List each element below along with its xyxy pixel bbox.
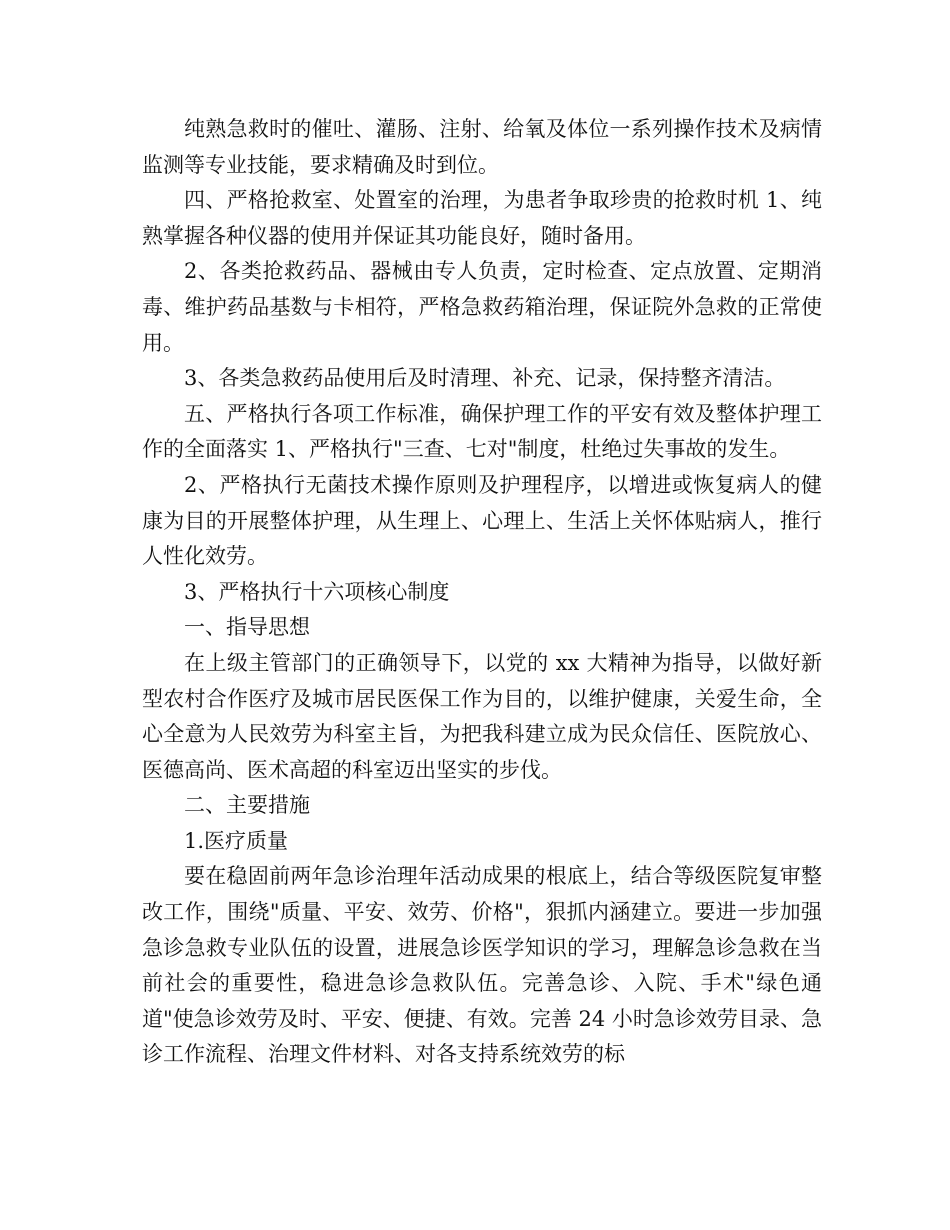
heading-medical-quality: 1.医疗质量 [184,828,289,853]
paragraph-drug-restock: 3、各类急救药品使用后及时清理、补充、记录，保持整齐清洁。 [184,366,786,391]
paragraph-guiding-ideology: 在上级主管部门的正确领导下，以党的 xx 大精神为指导，以做好新型农村合作医疗及城市居民医保工作为目的，以维护健康，关爱生命，全心全意为人民效劳为科室主旨，为把我科建立成为民众信任、医院放心、医德高尚、医术高超的科室迈出坚实的步伐。 [142,650,822,782]
paragraph-section-4: 四、严格抢救室、处置室的治理，为患者争取珍贵的抢救时机 1、纯熟掌握各种仪器的使用并保证其功能良好，随时备用。 [142,188,822,248]
paragraph-skills: 纯熟急救时的催吐、灌肠、注射、给氧及体位一系列操作技术及病情监测等专业技能，要求精确及时到位。 [142,117,822,177]
paragraph-section-5: 五、严格执行各项工作标准，确保护理工作的平安有效及整体护理工作的全面落实 1、严格执行"三查、七对"制度，杜绝过失事故的发生。 [142,401,822,462]
paragraph-drugs-equipment: 2、各类抢救药品、器械由专人负责，定时检查、定点放置、定期消毒、维护药品基数与卡相符，严格急救药箱治理，保证院外急救的正常使用。 [142,259,822,355]
heading-main-measures: 二、主要措施 [184,793,310,818]
heading-guiding-ideology: 一、指导思想 [184,615,310,640]
paragraph-aseptic-technique: 2、严格执行无菌技术操作原则及护理程序，以增进或恢复病人的健康为目的开展整体护理，从生理上、心理上、生活上关怀体贴病人，推行人性化效劳。 [142,472,822,569]
document-body [142,112,822,1073]
paragraph-core-systems: 3、严格执行十六项核心制度 [184,579,450,604]
paragraph-medical-quality: 要在稳固前两年急诊治理年活动成果的根底上，结合等级医院复审整改工作，围绕"质量、平安、效劳、价格"，狠抓内涵建立。要进一步加强急诊急救专业队伍的设置，进展急诊医学知识的学习，理解急诊急救在当前社会的重要性，稳进急诊急救队伍。完善急诊、入院、手术"绿色通道"使急诊效劳及时、平安、便捷、有效。完善 24 小时急诊效劳目录、急诊工作流程、治理文件材料、对各支持系统效劳的标 [142,864,822,1067]
